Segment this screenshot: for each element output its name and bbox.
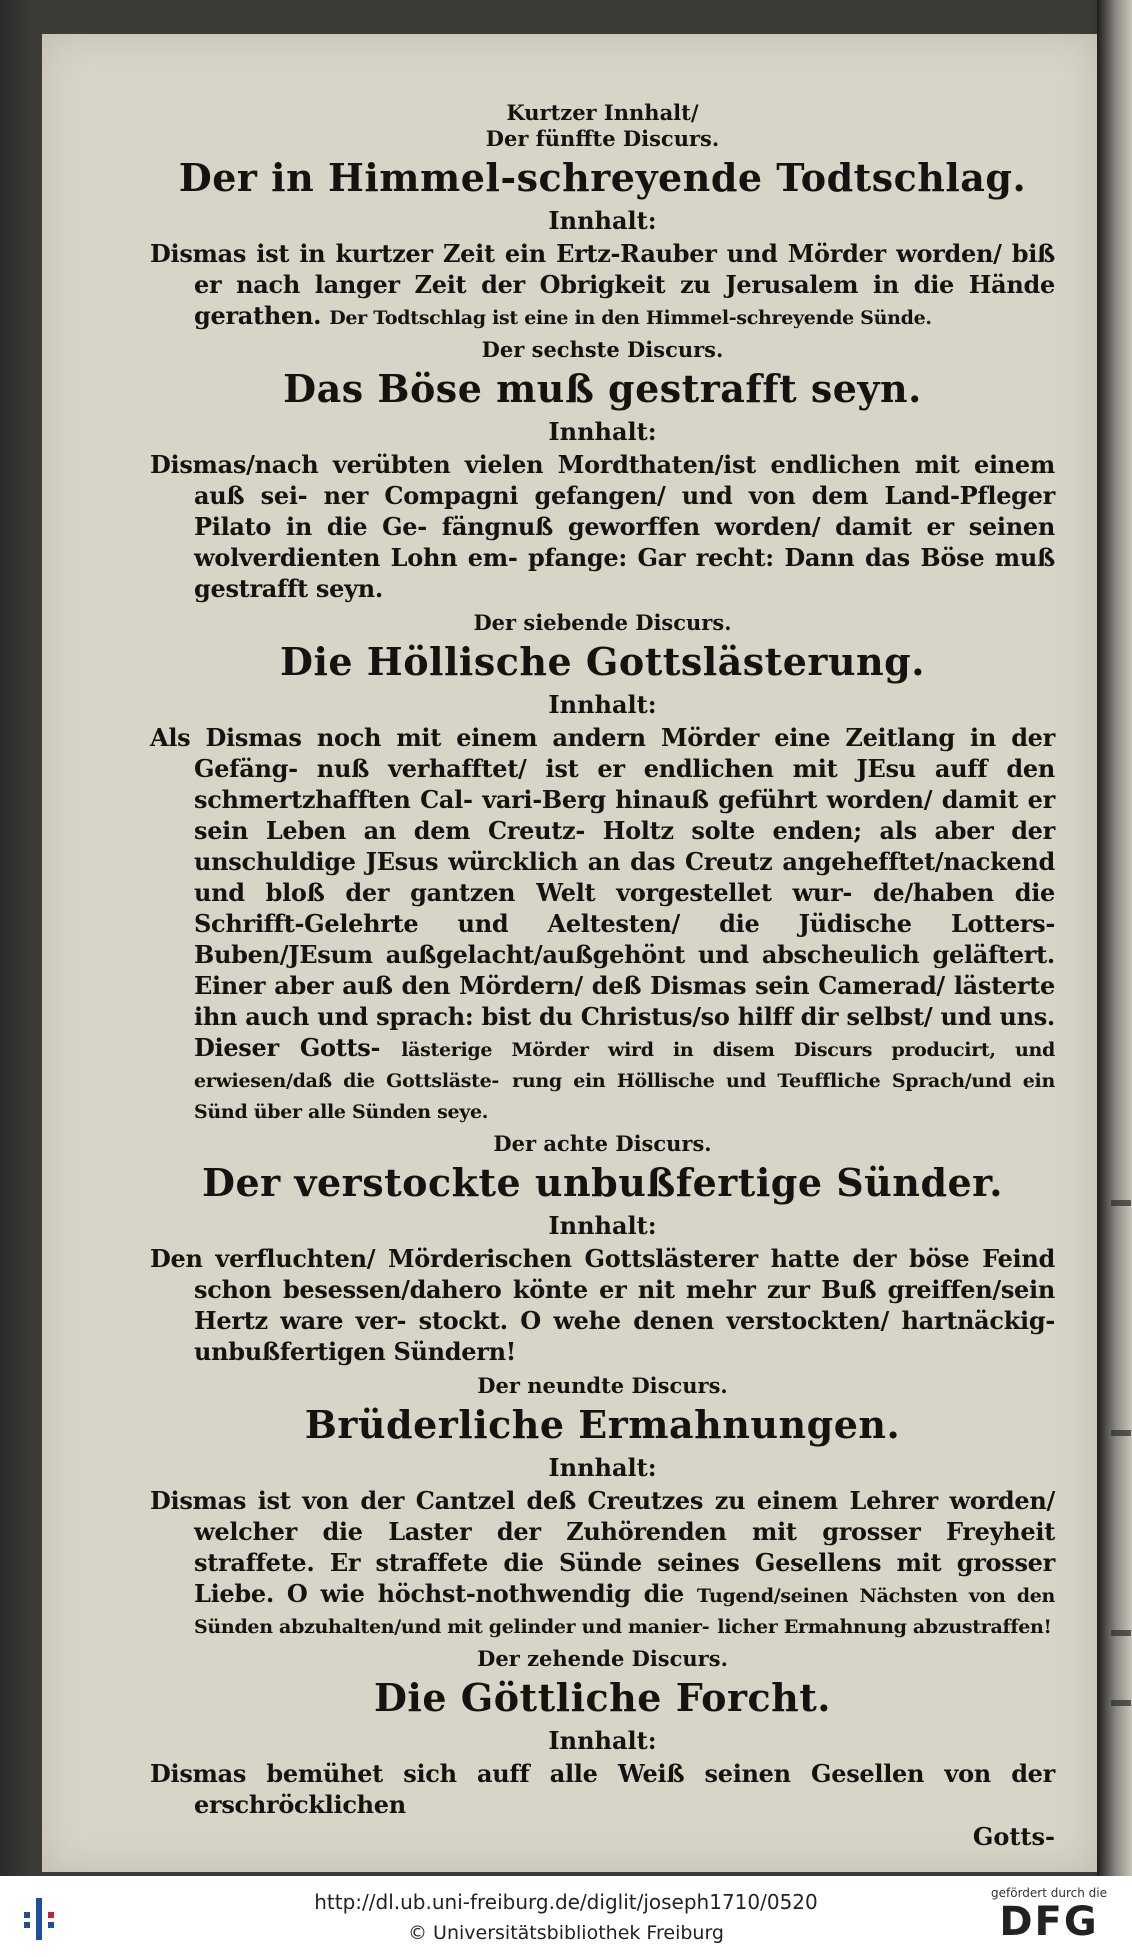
discurs-heading: Der fünffte Discurs. [485,126,720,151]
summary-text: Dismas ist von der Cantzel deß Creutzes zu einem Lehrer worden/ welcher die Laster der Zuhörenden mit grosser Freyheit straffete. Er straffete die Sünde seines Gesellens mit grosser Liebe. O wie höchst-nothwendig die Tugend/seinen Nächsten von den Sünden abzuhalten/und mit gelinder und manier- licher Ermahnung abzustraffen! [150,1486,1056,1638]
section-10 [150,1646,1055,1820]
discurs-title: Die Höllische Gottslästerung. [280,639,925,684]
page-text [150,100,1055,1852]
discurs-heading: Der sechste Discurs. [481,337,724,362]
discurs-heading: Der zehende Discurs. [477,1646,728,1671]
viewer-footer [0,1876,1132,1957]
discurs-title: Der verstockte unbußfertige Sünder. [202,1160,1003,1205]
summary-text: Den verfluchten/ Mörderischen Gottslästerer hatte der böse Feind schon besessen/dahero könte er nit mehr zur Buß greiffen/sein Hertz ware ver- stockt. O wehe denen verstockten/ hartnäckig-unbußfertigen Sündern! [150,1244,1055,1366]
inhalt-label: Innhalt: [548,690,657,719]
inhalt-label: Innhalt: [548,1211,657,1240]
summary-text: Dismas/nach verübten vielen Mordthaten/ist endlichen mit einem auß sei- ner Compagni gefangen/ und von dem Land-Pfleger Pilato in die Ge- fängnuß geworffen worden/ damit er seinen wolverdienten Lohn em- pfange: Gar recht: Dann das Böse muß gestrafft seyn. [150,450,1055,603]
dfg-logo: DFG [999,1899,1099,1945]
discurs-heading: Der siebende Discurs. [473,610,732,635]
inhalt-label: Innhalt: [548,417,657,446]
inhalt-label: Innhalt: [548,1453,657,1482]
inhalt-label: Innhalt: [548,1726,657,1755]
summary-text: Als Dismas noch mit einem andern Mörder eine Zeitlang in der Gefäng- nuß verhafftet/ ist er endlichen mit JEsu auff den schmertzhafften Cal- vari-Berg hinauß geführt worden/ damit er sein Leben an dem Creutz- Holtz solte enden; als aber der unschuldige JEsus würcklich an das Creutz angehefftet/nackend und bloß der gantzen Welt vorgestellet wur- de/haben die Schrifft-Gelehrte und Aeltesten/ die Jüdische Lotters- Buben/JEsum außgelacht/außgehönt und abscheulich geläftert. Einer aber auß den Mördern/ deß Dismas sein Camerad/ lästerte ihn auch und sprach: bist du Christus/so hilff dir selbst/ und uns. Dieser Gotts- lästerige Mörder wird in disem Discurs producirt, und erwiesen/daß die Gottsläste- rung ein Höllische und Teuffliche Sprach/und ein Sünd über alle Sünden seye. [150,723,1055,1123]
discurs-heading: Der neundte Discurs. [477,1373,728,1398]
discurs-title: Brüderliche Ermahnungen. [304,1402,901,1447]
sponsor-line: gefördert durch die [991,1886,1107,1900]
section-8 [150,1131,1055,1367]
adjacent-page-edge [1097,0,1132,1876]
copyright-text: © Universitätsbibliothek Freiburg [408,1922,724,1944]
discurs-title: Der in Himmel-schreyende Todtschlag. [178,155,1027,200]
section-6 [150,337,1055,604]
section-5 [150,126,1055,331]
dfg-badge [990,1886,1108,1944]
summary-text: Dismas bemühet sich auff alle Weiß seinen Gesellen von der erschröcklichen [150,1759,1055,1819]
discurs-title: Die Göttliche Forcht. [373,1675,832,1720]
section-9 [150,1373,1055,1640]
summary-text: Dismas ist in kurtzer Zeit ein Ertz-Rauber und Mörder worden/ biß er nach langer Zeit der Obrigkeit zu Jerusalem in die Hände gerathen. Der Todtschlag ist eine in den Himmel-schreyende Sünde. [150,239,1055,330]
section-7 [150,610,1055,1125]
inhalt-label: Innhalt: [548,206,657,235]
discurs-title: Das Böse muß gestrafft seyn. [283,366,922,411]
running-header: Kurtzer Innhalt/ [506,100,699,125]
catchword: Gotts- [972,1822,1055,1851]
permalink[interactable]: http://dl.ub.uni-freiburg.de/diglit/joseph1710/0520 [314,1890,818,1914]
discurs-heading: Der achte Discurs. [493,1131,712,1156]
